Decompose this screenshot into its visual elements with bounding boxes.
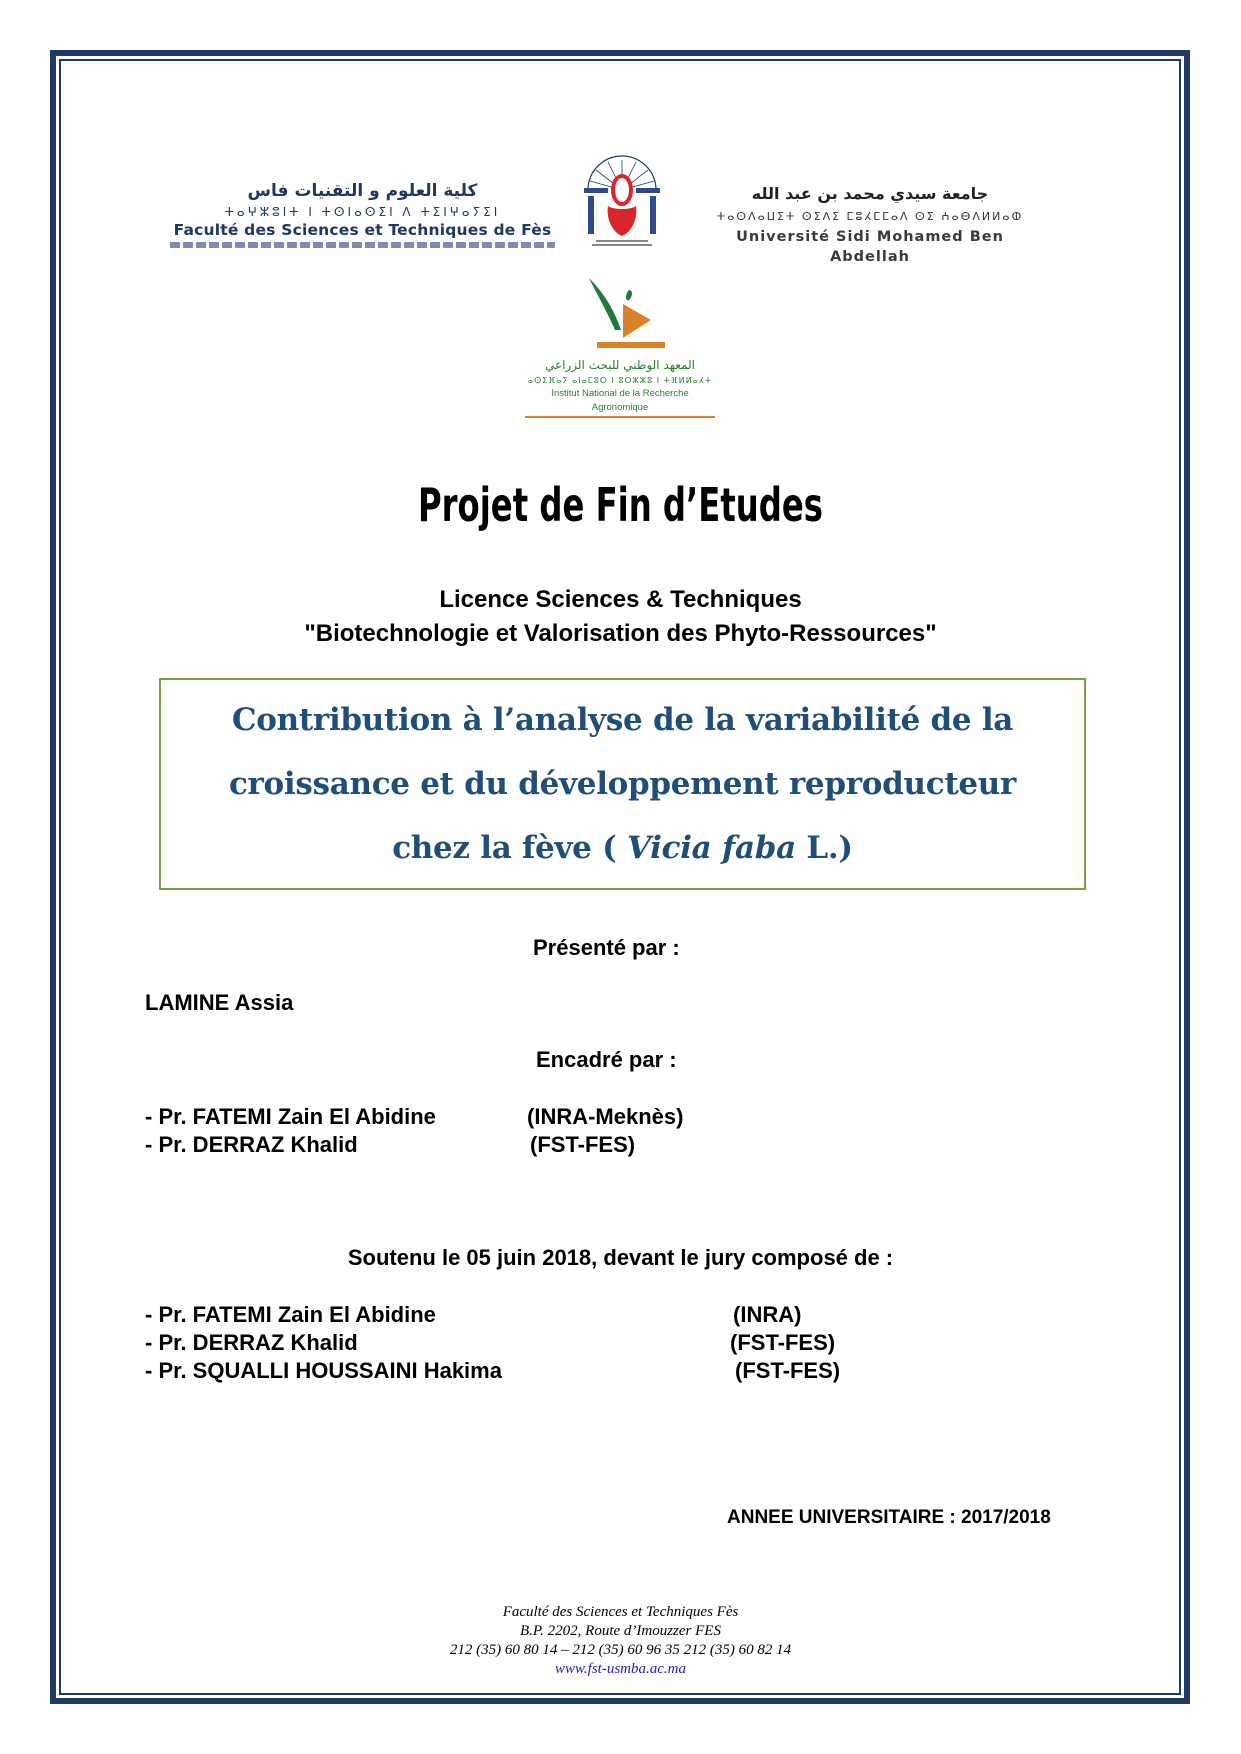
university-arabic-name: جامعة سيدي محمد بن عبد الله bbox=[751, 184, 989, 203]
supervisor-affiliation: (FST-FES) bbox=[530, 1132, 636, 1157]
thesis-title-line-3-prefix: chez la fève ( bbox=[392, 830, 627, 866]
fst-logo bbox=[170, 180, 555, 248]
program-specialty: "Biotechnologie et Valorisation des Phyto-Ressources" bbox=[304, 620, 937, 647]
fst-decorative-dashes bbox=[170, 242, 555, 248]
university-french-name: Université Sidi Mohamed Ben Abdellah bbox=[736, 229, 1004, 265]
fst-french-name: Faculté des Sciences et Techniques de Fès bbox=[173, 221, 552, 239]
footer-postal-address: B.P. 2202, Route d’Imouzzer FES bbox=[520, 1623, 721, 1639]
fst-tifinagh-name: ⵜⴰⵖⵣⵓⵏⵜ ⵏ ⵜⵙⵏⴰⵙⵉⵏ ⴷ ⵜⵉⵏⵖⴰⵢⵉⵏ bbox=[224, 205, 501, 219]
footer-phone-numbers: 212 (35) 60 80 14 – 212 (35) 60 96 35 212 (35) 60 82 14 bbox=[449, 1642, 792, 1658]
footer-website-link[interactable]: www.fst-usmba.ac.ma bbox=[555, 1661, 686, 1677]
inra-logo bbox=[525, 272, 715, 418]
jury-member-affiliation: (FST-FES) bbox=[730, 1330, 836, 1355]
footer-faculty: Faculté des Sciences et Techniques Fès bbox=[502, 1604, 739, 1620]
inra-arabic-name: المعهد الوطني للبحث الزراعي bbox=[544, 358, 696, 372]
footer-address bbox=[0, 1603, 1241, 1679]
thesis-species-name: Vicia faba bbox=[626, 830, 796, 866]
supervised-by-label: Encadré par : bbox=[536, 1047, 677, 1072]
thesis-title-line-2: croissance et du développement reproducteur bbox=[228, 766, 1017, 802]
fst-arabic-name: كلية العلوم و التقنيات فاس bbox=[247, 181, 478, 201]
thesis-title-box bbox=[159, 678, 1086, 890]
university-emblem-icon bbox=[578, 148, 666, 250]
page-title: Projet de Fin d’Etudes bbox=[417, 478, 824, 532]
program-info bbox=[0, 583, 1241, 651]
jury-member-name: - Pr. FATEMI Zain El Abidine bbox=[145, 1302, 436, 1327]
university-tifinagh-name: ⵜⴰⵙⴷⴰⵡⵉⵜ ⵙⵉⴷⵉ ⵎⵓⵃⵎⵎⴰⴷ ⵙⵉ ⵄⴰⴱⴷⵍⵍⴰⵀ bbox=[716, 210, 1024, 223]
inra-emblem-icon bbox=[525, 272, 715, 352]
academic-year: ANNEE UNIVERSITAIRE : 2017/2018 bbox=[727, 1507, 1051, 1528]
supervisor-name: - Pr. DERRAZ Khalid bbox=[145, 1132, 358, 1157]
supervisor-name: - Pr. FATEMI Zain El Abidine bbox=[145, 1104, 436, 1129]
thesis-title-line-3 bbox=[392, 816, 853, 880]
program-degree: Licence Sciences & Techniques bbox=[439, 586, 802, 613]
inra-french-name: Institut National de la Recherche Agronomique bbox=[525, 387, 715, 418]
jury-member-name: - Pr. DERRAZ Khalid bbox=[145, 1330, 358, 1355]
defense-label: Soutenu le 05 juin 2018, devant le jury composé de : bbox=[347, 1245, 894, 1270]
thesis-title-line-1: Contribution à l’analyse de la variabilité de la bbox=[231, 702, 1014, 738]
presented-by-label: Présenté par : bbox=[533, 935, 680, 960]
supervisor-affiliation: (INRA-Meknès) bbox=[527, 1104, 684, 1129]
student-name: LAMINE Assia bbox=[145, 990, 294, 1015]
jury-member-affiliation: (FST-FES) bbox=[735, 1358, 841, 1383]
inra-tifinagh-name: ⴰⵙⵉⴼⴰⵢ ⴰⵏⴰⵎⵓⵔ ⵏ ⵓⵔⵣⵣⵓ ⵏ ⵜⴼⵍⵍⴰⵃⵜ bbox=[527, 376, 713, 385]
jury-member-name: - Pr. SQUALLI HOUSSAINI Hakima bbox=[145, 1358, 502, 1383]
jury-member-affiliation: (INRA) bbox=[733, 1302, 802, 1327]
university-logo-text bbox=[700, 183, 1040, 267]
thesis-title-line-3-suffix: L.) bbox=[795, 830, 853, 866]
